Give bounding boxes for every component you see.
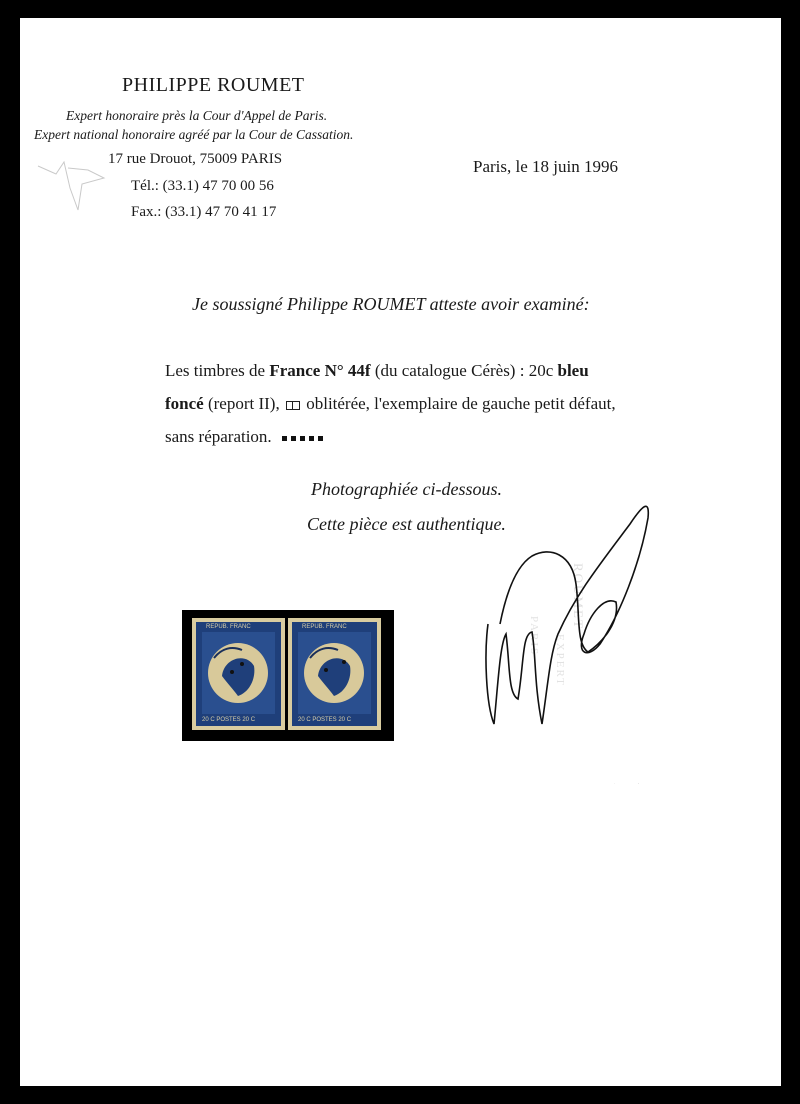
stamp-pair [182,610,394,741]
photo-note: Photographiée ci-dessous. [311,479,502,499]
seal-city: PARIS [528,616,540,657]
description-line-1 [165,361,589,381]
desc-condition: oblitérée, l'exemplaire de gauche petit défaut, [301,394,616,413]
expert-title-line1: Expert honoraire près la Cour d'Appel de Paris. [66,108,328,123]
watermark-logo-icon [34,148,114,218]
desc-text-c: (du catalogue Cérès) : 20c [370,361,558,380]
stamp-left-bottom-text: 20 C POSTES 20 C [202,717,256,723]
stamp-left-top-text: REPUB. FRANC [206,624,251,630]
signature [480,484,660,784]
expert-name [122,74,305,97]
expert-fax: Fax.: (33.1) 47 70 41 17 [131,204,277,220]
expert-first-name: PHILIPPE [122,74,212,96]
seal-name: ROUMET [571,563,586,630]
expert-address: 17 rue Drouot, 75009 PARIS [108,151,283,167]
expert-title-line2: Expert national honoraire agréé par la Cour de Cassation. [34,127,354,142]
description-line-2 [165,394,616,414]
stamp-right-bottom-text: 20 C POSTES 20 C [298,717,352,723]
attestation-line: Je soussigné Philippe ROUMET atteste avoir examiné: [192,294,590,314]
end-squares [282,427,327,446]
desc-no-repair: sans réparation. [165,427,272,446]
desc-color-b: foncé [165,394,204,413]
desc-report: (report II), [203,394,284,413]
stamp-right [288,618,381,730]
stamp-left [192,618,285,730]
seal-title: EXPERT [554,634,566,687]
desc-text-a: Les timbres de [165,361,270,380]
authentic-note: Cette pièce est authentique. [307,514,506,534]
stamp-right-top-text: REPUB. FRANC [302,624,347,630]
desc-color-a: bleu [557,361,589,380]
expert-phone: Tél.: (33.1) 47 70 00 56 [131,178,274,194]
certificate-date: Paris, le 18 juin 1996 [473,157,618,176]
pair-symbol-icon [286,401,300,410]
expert-last-name: ROUMET [217,74,305,96]
desc-catalog-number: France N° 44f [269,361,371,380]
description-line-3 [165,427,327,447]
certificate-sheet [20,18,781,1086]
